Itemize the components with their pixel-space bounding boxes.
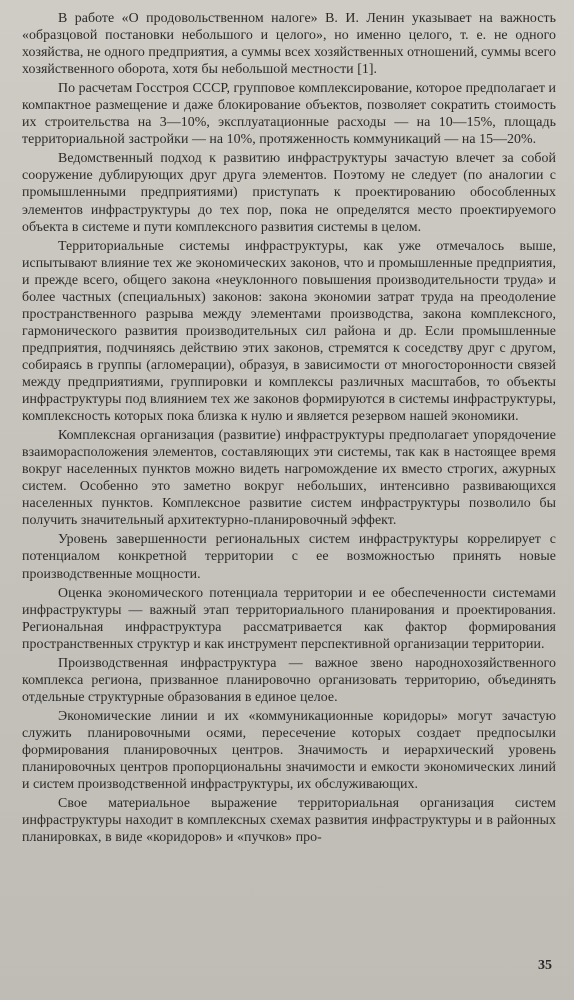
book-page xyxy=(22,10,556,985)
paragraph-3: Ведомственный подход к развитию инфраструктуры зачастую влечет за собой сооружение дублирующих друг друга элементов. Поэтому не следует (по аналогии с промышленными предприятиями) приступать к проектированию обособленных элементов инфраструктуры до тех пор, пока не определятся место проектируемого объекта в системе и пути комплексного развития системы в целом. xyxy=(22,151,556,235)
paragraph-2: По расчетам Госстроя СССР, групповое комплексирование, которое предполагает и компактное размещение и даже блокирование объектов, позволяет сократить стоимость их строительства на 3—10%, эксплуатационные расходы — на 10—15%, площадь территориальной застройки — на 10%, протяженность коммуникаций — на 15—20%. xyxy=(22,81,556,148)
paragraph-1: В работе «О продовольственном налоге» В. И. Ленин указывает на важность «образцовой постановки небольшого и целого», но именно целого, т. е. не одного хозяйства, не одного предприятия, а суммы всех хозяйственных отношений, суммы всего хозяйственного оборота, хотя бы небольшой местности [1]. xyxy=(22,11,556,78)
paragraph-8: Производственная инфраструктура — важное звено народнохозяйственного комплекса региона, призванное планировочно организовать территорию, объединять отдельные структурные образования в единое целое. xyxy=(22,655,556,705)
page-number: 35 xyxy=(538,958,552,973)
paragraph-10: Свое материальное выражение территориальная организация систем инфраструктуры находит в комплексных схемах развития инфраструктуры и в районных планировках, в виде «коридоров» и «пучков» про- xyxy=(22,796,556,846)
paragraph-6: Уровень завершенности региональных систем инфраструктуры коррелирует с потенциалом конкретной территории с ее возможностью принять новые производственные мощности. xyxy=(22,532,556,582)
paragraph-4: Территориальные системы инфраструктуры, как уже отмечалось выше, испытывают влияние тех же экономических законов, что и промышленные предприятия, и прежде всего, общего закона «неуклонного повышения производительности труда» и более частных (специальных) законов: закона экономии затрат труда на преодоление пространственного разрыва между элементами производства, закона комплексного, гармонического развития производительных сил района и др. Если промышленные предприятия, подчиняясь действию этих законов, стремятся к соседству друг с другом, собираясь в группы (агломерации), образуя, в зависимости от многосторонности связей между предприятиями, группировки и комплексы различных масштабов, то объекты инфраструктуры под влиянием тех же законов формируются в системы инфраструктуры, комплексность которых пока близка к нулю и является резервом нашей экономики. xyxy=(22,238,556,425)
paragraph-5: Комплексная организация (развитие) инфраструктуры предполагает упорядочение взаиморасположения элементов, составляющих эти системы, так как в настоящее время вокруг населенных пунктов можно видеть нагромождение их вместо строгих, ажурных систем. Особенно это заметно вокруг небольших, интенсивно развивающихся населенных пунктов. Комплексное развитие систем инфраструктуры позволило бы получить значительный архитектурно-планировочный эффект. xyxy=(22,428,556,529)
paragraph-7: Оценка экономического потенциала территории и ее обеспеченности системами инфраструктуры — важный этап территориального планирования и проектирования. Региональная инфраструктура рассматривается как фактор формирования пространственных структур и как инструмент перспективной организации территории. xyxy=(22,585,556,652)
paragraph-9: Экономические линии и их «коммуникационные коридоры» могут зачастую служить планировочными осями, пересечение которых создает предпосылки формирования планировочных центров. Значимость и иерархический уровень планировочных центров пропорциональны значимости и емкости экономических линий и систем производственной инфраструктуры, их обслуживающих. xyxy=(22,708,556,793)
